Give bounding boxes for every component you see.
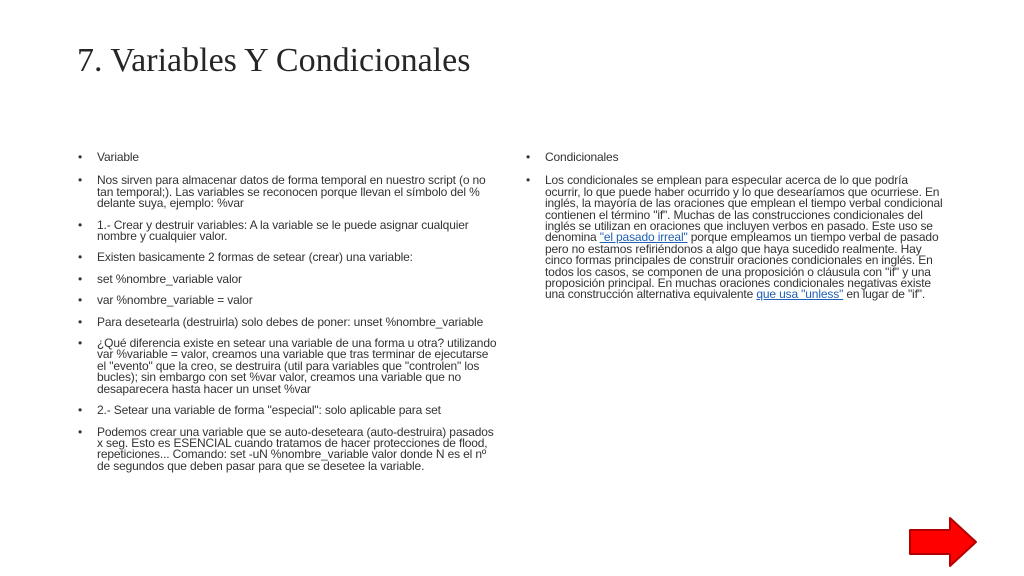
bullet-icon: • — [78, 217, 83, 232]
bullet-icon: • — [78, 173, 83, 188]
bullet-text: 1.- Crear y destruir variables: A la variable se le puede asignar cualquier nombre y cualquier valor. — [97, 217, 469, 244]
list-item — [77, 338, 497, 395]
bullet-icon: • — [78, 250, 83, 265]
bullet-text: Variable — [97, 150, 139, 164]
list-item — [77, 217, 497, 244]
list-item — [77, 314, 497, 329]
paragraph-text: en lugar de "if". — [843, 287, 926, 302]
list-item — [525, 175, 945, 300]
bullet-icon: • — [78, 293, 83, 308]
bullet-icon: • — [78, 403, 83, 418]
right-column — [525, 152, 945, 311]
bullet-icon: • — [78, 336, 83, 351]
list-item — [77, 295, 497, 306]
left-column — [77, 152, 497, 482]
list-item — [77, 152, 497, 163]
next-slide-button[interactable] — [908, 516, 978, 568]
bullet-text: Podemos crear una variable que se auto-deseteara (auto-destruira) pasados x seg. Esto es ESENCIAL cuando tratamos de hacer protecciones de flood, repeticiones... Comando: set -uN %nombre_variable valor donde N es el nº de segundos que deben pasar para que se desetee la variable. — [97, 424, 494, 473]
bullet-text: ¿Qué diferencia existe en setear una variable de una forma u otra? utilizando var %variable = valor, creamos una variable que tras terminar de ejecutarse el "evento" que la creo, se destruira (util para variables que "controlen" los bucles); sin embargo con set %var valor, creamos una variable que no desaparecera hasta hacer un unset %var — [97, 336, 497, 396]
bullet-text: Existen basicamente 2 formas de setear (crear) una variable: — [97, 250, 413, 265]
red-right-arrow-icon — [908, 516, 978, 568]
bullet-icon: • — [78, 424, 83, 439]
paragraph-text: Los condicionales se emplean para especular acerca de lo que podría ocurrir, lo que puede haber ocurrido y lo que desearíamos que ocurriese. En inglés, la mayoría de las oraciones que emplean el tiempo verbal condicional contienen el término "if". Muchas de las construcciones condicionales del inglés se utilizan en oraciones que incluyen verbos en pasado. Este uso se denomina — [545, 173, 943, 245]
slide-title: 7. Variables Y Condicionales — [77, 42, 471, 79]
bullet-icon: • — [78, 271, 83, 286]
bullet-text: Nos sirven para almacenar datos de forma temporal en nuestro script (o no tan temporal;). Las variables se reconocen porque llevan el símbolo del % delante suya, ejemplo: %var — [97, 173, 486, 211]
list-item — [77, 424, 497, 473]
bullet-icon: • — [526, 150, 531, 164]
bullet-icon: • — [78, 314, 83, 329]
unless-link[interactable]: que usa "unless" — [756, 287, 844, 302]
bullet-text: Condicionales — [545, 150, 619, 164]
conditionals-paragraph — [545, 173, 943, 301]
bullet-text: var %nombre_variable = valor — [97, 293, 253, 308]
conditionals-bullet-list — [525, 152, 945, 301]
pasado-irreal-link[interactable]: "el pasado irreal" — [599, 230, 688, 245]
bullet-text: set %nombre_variable valor — [97, 271, 242, 286]
bullet-text: 2.- Setear una variable de forma "especial": solo aplicable para set — [97, 403, 441, 418]
bullet-icon: • — [526, 173, 531, 188]
list-item — [77, 405, 497, 416]
paragraph-text: porque empleamos un tiempo verbal de pasado pero no estamos refiriéndonos a algo que haya sucedido realmente. Hay cinco formas principales de construir oraciones condicionales en inglés. En todos los casos, se componen de una proposición o cláusula con "if" y una proposición principal. En muchas oraciones condicionales negativas existe una construcción alternativa equivalente — [545, 230, 939, 302]
list-item — [77, 252, 497, 263]
bullet-icon: • — [78, 150, 83, 164]
list-item — [77, 175, 497, 209]
bullet-text: Para desetearla (destruirla) solo debes de poner: unset %nombre_variable — [97, 314, 484, 329]
variables-bullet-list — [77, 152, 497, 472]
list-item — [77, 271, 497, 286]
list-item — [525, 152, 945, 163]
